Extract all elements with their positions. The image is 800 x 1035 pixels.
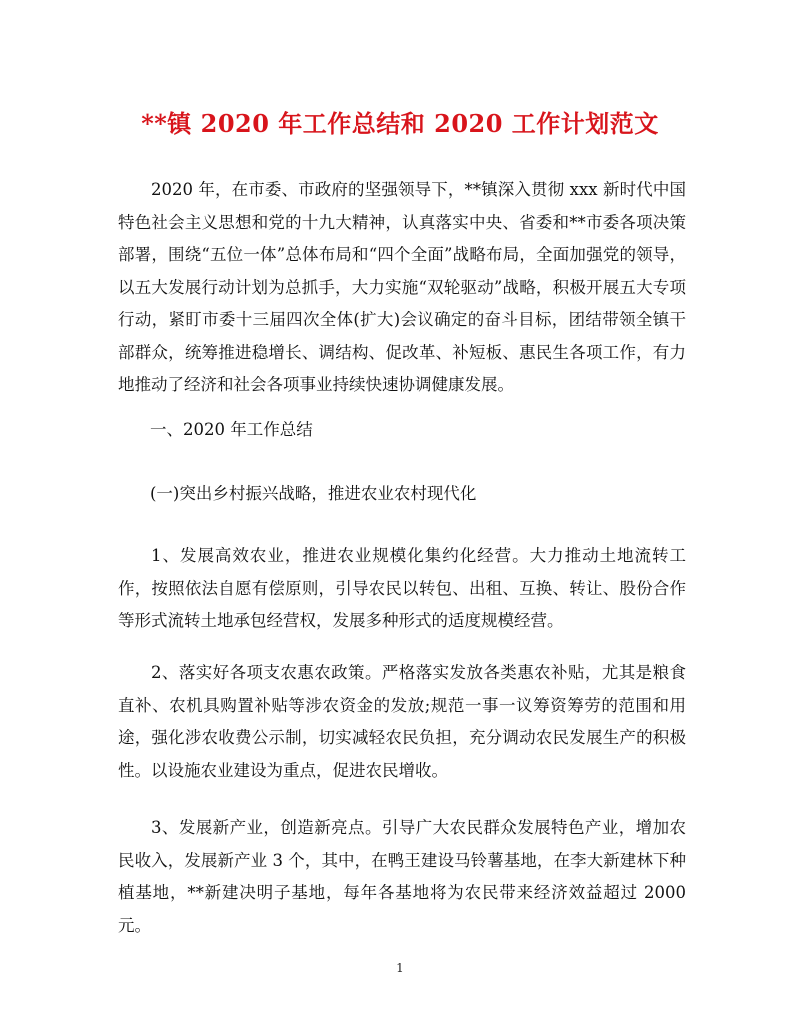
page-number: 1 xyxy=(396,961,404,975)
subsection-heading: (一)突出乡村振兴战略，推进农业农村现代化 xyxy=(150,484,477,503)
paragraph-item-3: 3、发展新产业，创造新亮点。引导广大农民群众发展特色产业，增加农民收入，发展新产业 3 个，其中，在鸭王建设马铃薯基地，在李大新建林下种植基地，**新建决明子基地，每年各基地将为农民带来经济效益超过 2000 元。 xyxy=(118,818,686,935)
section-heading: 一、2020 年工作总结 xyxy=(150,420,313,439)
paragraph-item-1: 1、发展高效农业，推进农业规模化集约化经营。大力推动土地流转工作，按照依法自愿有偿原则，引导农民以转包、出租、互换、转让、股份合作等形式流转土地承包经营权，发展多种形式的适度规模经营。 xyxy=(118,546,686,630)
paragraph-item-2: 2、落实好各项支农惠农政策。严格落实发放各类惠农补贴，尤其是粮食直补、农机具购置补贴等涉农资金的发放;规范一事一议筹资筹劳的范围和用途，强化涉农收费公示制，切实减轻农民负担，充分调动农民发展生产的积极性。以设施农业建设为重点，促进农民增收。 xyxy=(118,663,686,780)
intro-paragraph: 2020 年，在市委、市政府的坚强领导下，**镇深入贯彻 xxx 新时代中国特色社会主义思想和党的十九大精神，认真落实中央、省委和**市委各项决策部署，围绕“五位一体”总体布局和“四个全面”战略布局，全面加强党的领导，以五大发展行动计划为总抓手，大力实施“双轮驱动”战略，积极开展五大专项行动，紧盯市委十三届四次全体(扩大)会议确定的奋斗目标，团结带领全镇干部群众，统筹推进稳增长、调结构、促改革、补短板、惠民生各项工作，有力地推动了经济和社会各项事业持续快速协调健康发展。 xyxy=(118,180,686,394)
document-title: **镇 2020 年工作总结和 2020 工作计划范文 xyxy=(141,109,659,138)
